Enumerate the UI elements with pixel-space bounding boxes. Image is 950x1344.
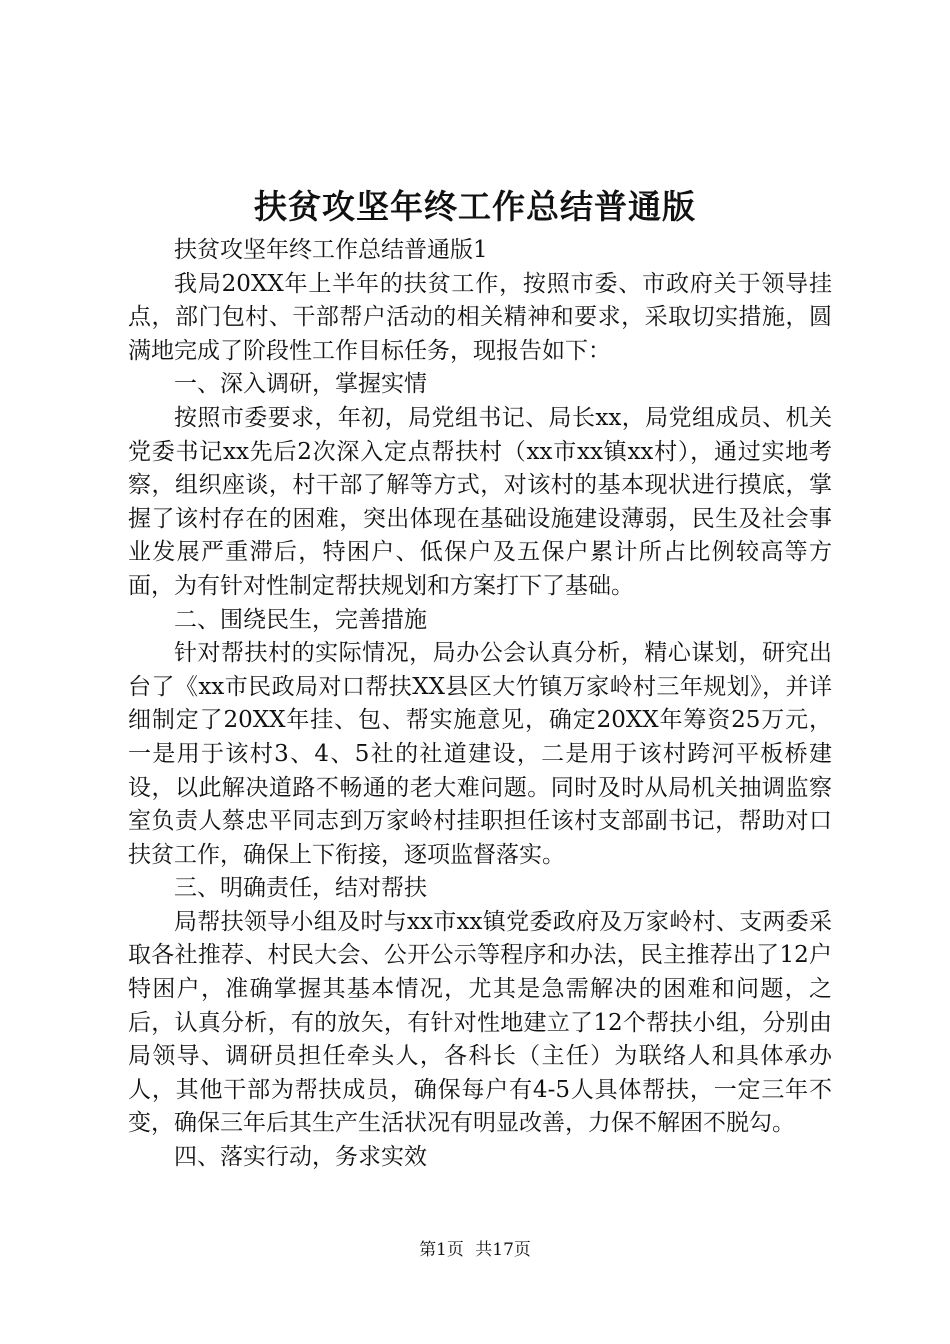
section-paragraph-1: 按照市委要求，年初，局党组书记、局长xx，局党组成员、机关党委书记xx先后2次深入定点帮扶村（xx市xx镇xx村），通过实地考察，组织座谈，村干部了解等方式，对该村的基本现状进行摸底，掌握了该村存在的困难，突出体现在基础设施建设薄弱，民生及社会事业发展严重滞后，特困户、低保户及五保户累计所占比例较高等方面，为有针对性制定帮扶规划和方案打下了基础。	[128, 404, 832, 599]
page-total: 共17页	[475, 1240, 531, 1260]
section-heading-3: 三、明确责任，结对帮扶	[174, 875, 427, 902]
intro-paragraph: 我局20XX年上半年的扶贫工作，按照市委、市政府关于领导挂点，部门包村、干部帮户活动的相关精神和要求，采取切实措施，圆满地完成了阶段性工作目标任务，现报告如下：	[128, 270, 832, 364]
page-footer	[0, 1238, 950, 1262]
section-heading-2: 二、围绕民生，完善措施	[174, 606, 427, 633]
section-paragraph-3: 局帮扶领导小组及时与xx市xx镇党委政府及万家岭村、支两委采取各社推荐、村民大会、公开公示等程序和办法，民主推荐出了12户特困户，准确掌握其基本情况，尤其是急需解决的困难和问题，之后，认真分析，有的放矢，有针对性地建立了12个帮扶小组，分别由局领导、调研员担任牵头人，各科长（主任）为联络人和具体承办人，其他干部为帮扶成员，确保每户有4-5人具体帮扶，一定三年不变，确保三年后其生产生活状况有明显改善，力保不解困不脱勾。	[128, 908, 832, 1137]
page-number: 第1页	[419, 1240, 464, 1260]
section-heading-4: 四、落实行动，务求实效	[174, 1144, 427, 1171]
section-paragraph-2: 针对帮扶村的实际情况，局办公会认真分析，精心谋划，研究出台了《xx市民政局对口帮扶XX县区大竹镇万家岭村三年规划》，并详细制定了20XX年挂、包、帮实施意见，确定20XX年筹资25万元，一是用于该村3、4、5社的社道建设，二是用于该村跨河平板桥建设，以此解决道路不畅通的老大难问题。同时及时从局机关抽调监察室负责人蔡忠平同志到万家岭村挂职担任该村支部副书记，帮助对口扶贫工作，确保上下衔接，逐项监督落实。	[128, 640, 832, 868]
document-title: 扶贫攻坚年终工作总结普通版	[254, 187, 696, 226]
section-heading-1: 一、深入调研，掌握实情	[174, 371, 427, 398]
document-body	[128, 234, 832, 1175]
subtitle-paragraph: 扶贫攻坚年终工作总结普通版1	[174, 237, 488, 263]
